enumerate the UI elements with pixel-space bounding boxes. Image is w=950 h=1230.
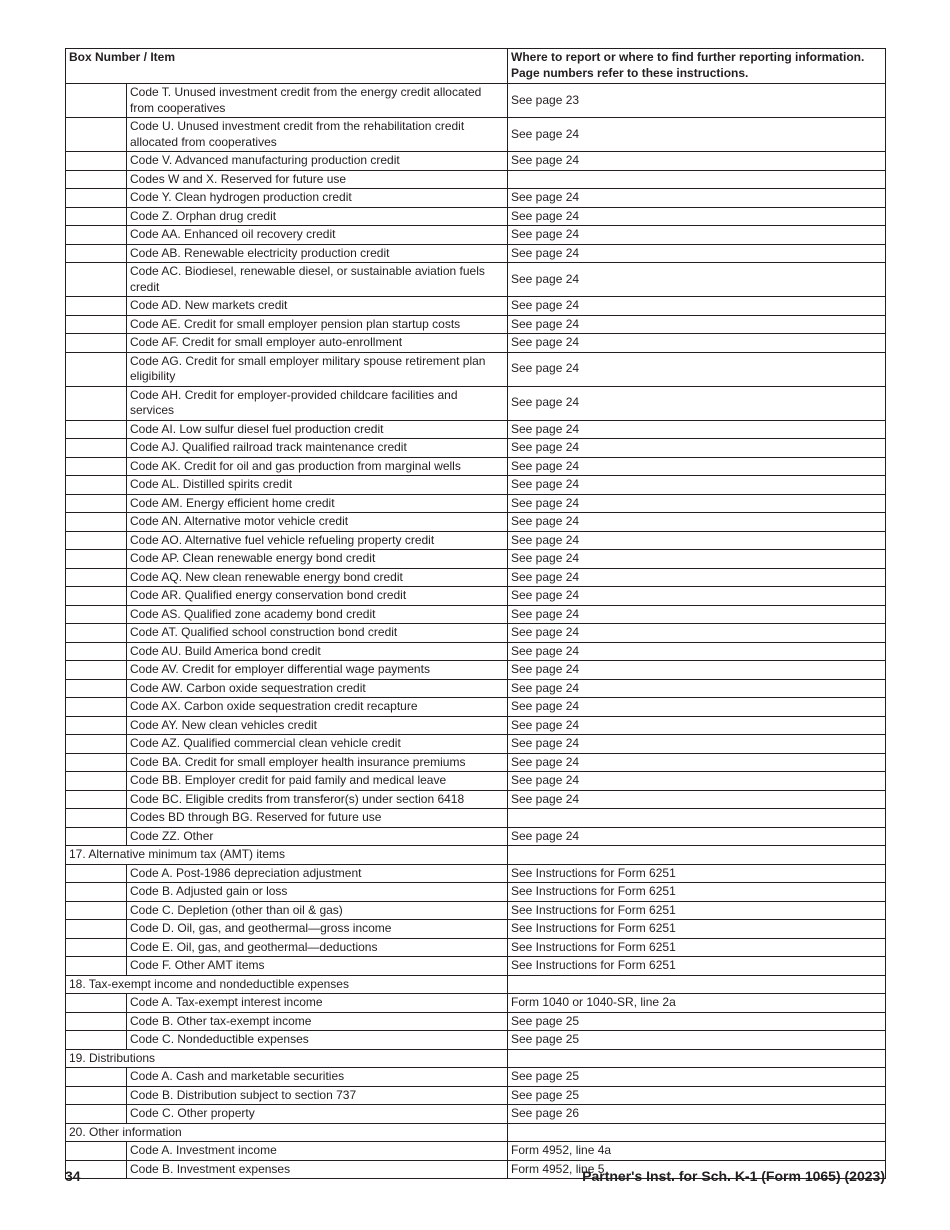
table-row xyxy=(66,152,886,171)
indent-cell xyxy=(66,698,127,717)
table-row xyxy=(66,1012,886,1031)
where-to-report-cell: See page 24 xyxy=(508,587,886,606)
item-cell: Codes BD through BG. Reserved for future use xyxy=(127,809,508,828)
item-cell: Code AV. Credit for employer differential wage payments xyxy=(127,661,508,680)
table-row xyxy=(66,920,886,939)
page-number: 34 xyxy=(65,1168,81,1184)
where-to-report-cell: See page 24 xyxy=(508,531,886,550)
section-heading-cell: 17. Alternative minimum tax (AMT) items xyxy=(66,846,508,865)
item-cell: Code B. Other tax-exempt income xyxy=(127,1012,508,1031)
indent-cell xyxy=(66,568,127,587)
where-to-report-cell: See page 24 xyxy=(508,772,886,791)
table-row xyxy=(66,244,886,263)
where-to-report-cell xyxy=(508,809,886,828)
table-row xyxy=(66,513,886,532)
item-cell: Code AE. Credit for small employer pension plan startup costs xyxy=(127,315,508,334)
where-to-report-cell: See page 24 xyxy=(508,698,886,717)
where-to-report-cell xyxy=(508,1049,886,1068)
item-cell: Code AL. Distilled spirits credit xyxy=(127,476,508,495)
indent-cell xyxy=(66,809,127,828)
where-to-report-cell: See page 24 xyxy=(508,605,886,624)
where-to-report-cell: See page 24 xyxy=(508,827,886,846)
item-cell: Code AT. Qualified school construction bond credit xyxy=(127,624,508,643)
indent-cell xyxy=(66,587,127,606)
table-row xyxy=(66,494,886,513)
where-to-report-cell: See page 24 xyxy=(508,790,886,809)
table-row xyxy=(66,772,886,791)
item-cell: Code B. Investment expenses xyxy=(127,1160,508,1179)
item-cell: Code U. Unused investment credit from the rehabilitation credit allocated from cooperatives xyxy=(127,118,508,152)
item-cell: Code A. Tax-exempt interest income xyxy=(127,994,508,1013)
table-row xyxy=(66,457,886,476)
where-to-report-cell: See page 24 xyxy=(508,386,886,420)
indent-cell xyxy=(66,957,127,976)
item-cell: Code AM. Energy efficient home credit xyxy=(127,494,508,513)
indent-cell xyxy=(66,118,127,152)
table-body xyxy=(66,84,886,1179)
item-cell: Code AO. Alternative fuel vehicle refueling property credit xyxy=(127,531,508,550)
where-to-report-cell: See page 24 xyxy=(508,735,886,754)
table-row xyxy=(66,864,886,883)
indent-cell xyxy=(66,920,127,939)
table-row xyxy=(66,334,886,353)
item-cell: Code D. Oil, gas, and geothermal—gross income xyxy=(127,920,508,939)
header-where-line1: Where to report or where to find further reporting information. xyxy=(511,50,865,64)
indent-cell xyxy=(66,494,127,513)
item-cell: Code V. Advanced manufacturing production credit xyxy=(127,152,508,171)
table-row xyxy=(66,263,886,297)
where-to-report-cell: See page 24 xyxy=(508,568,886,587)
item-cell: Code Z. Orphan drug credit xyxy=(127,207,508,226)
where-to-report-cell: See page 24 xyxy=(508,624,886,643)
where-to-report-cell: See Instructions for Form 6251 xyxy=(508,864,886,883)
section-heading-cell: 18. Tax-exempt income and nondeductible expenses xyxy=(66,975,508,994)
item-cell: Code A. Post-1986 depreciation adjustment xyxy=(127,864,508,883)
indent-cell xyxy=(66,679,127,698)
table-row xyxy=(66,439,886,458)
indent-cell xyxy=(66,827,127,846)
where-to-report-cell: See page 24 xyxy=(508,550,886,569)
header-box-number-item: Box Number / Item xyxy=(66,49,508,84)
indent-cell xyxy=(66,1086,127,1105)
indent-cell xyxy=(66,772,127,791)
item-cell: Code AR. Qualified energy conservation bond credit xyxy=(127,587,508,606)
table-row xyxy=(66,476,886,495)
where-to-report-cell xyxy=(508,170,886,189)
where-to-report-cell: See page 24 xyxy=(508,118,886,152)
item-cell: Code B. Adjusted gain or loss xyxy=(127,883,508,902)
table-row xyxy=(66,1068,886,1087)
table-row xyxy=(66,809,886,828)
table-section-row xyxy=(66,975,886,994)
where-to-report-cell: See page 23 xyxy=(508,84,886,118)
indent-cell xyxy=(66,1142,127,1161)
indent-cell xyxy=(66,883,127,902)
item-cell: Code AG. Credit for small employer military spouse retirement plan eligibility xyxy=(127,352,508,386)
where-to-report-cell: Form 4952, line 5 xyxy=(508,1160,886,1179)
table-row xyxy=(66,735,886,754)
item-cell: Code F. Other AMT items xyxy=(127,957,508,976)
where-to-report-cell xyxy=(508,975,886,994)
item-cell: Code AB. Renewable electricity production credit xyxy=(127,244,508,263)
table-section-row xyxy=(66,1123,886,1142)
item-cell: Code BC. Eligible credits from transferor(s) under section 6418 xyxy=(127,790,508,809)
table-header-row xyxy=(66,49,886,84)
indent-cell xyxy=(66,297,127,316)
item-cell: Code B. Distribution subject to section 737 xyxy=(127,1086,508,1105)
item-cell: Code AU. Build America bond credit xyxy=(127,642,508,661)
table-row xyxy=(66,938,886,957)
table-row xyxy=(66,531,886,550)
indent-cell xyxy=(66,790,127,809)
table-row xyxy=(66,901,886,920)
where-to-report-cell: Form 4952, line 4a xyxy=(508,1142,886,1161)
item-cell: Code C. Nondeductible expenses xyxy=(127,1031,508,1050)
indent-cell xyxy=(66,550,127,569)
table-row xyxy=(66,118,886,152)
table-row xyxy=(66,994,886,1013)
table-row xyxy=(66,642,886,661)
table-section-row xyxy=(66,1049,886,1068)
where-to-report-cell: See Instructions for Form 6251 xyxy=(508,957,886,976)
where-to-report-cell: See page 25 xyxy=(508,1086,886,1105)
where-to-report-cell: See Instructions for Form 6251 xyxy=(508,920,886,939)
indent-cell xyxy=(66,226,127,245)
indent-cell xyxy=(66,476,127,495)
item-cell: Code AX. Carbon oxide sequestration credit recapture xyxy=(127,698,508,717)
where-to-report-cell: See page 24 xyxy=(508,716,886,735)
item-cell: Code BB. Employer credit for paid family and medical leave xyxy=(127,772,508,791)
table-row xyxy=(66,1031,886,1050)
item-cell: Code AD. New markets credit xyxy=(127,297,508,316)
indent-cell xyxy=(66,352,127,386)
item-cell: Code AK. Credit for oil and gas production from marginal wells xyxy=(127,457,508,476)
table-row xyxy=(66,170,886,189)
table-section-row xyxy=(66,846,886,865)
indent-cell xyxy=(66,189,127,208)
where-to-report-cell: See page 24 xyxy=(508,679,886,698)
table-row xyxy=(66,698,886,717)
item-cell: Code AH. Credit for employer-provided childcare facilities and services xyxy=(127,386,508,420)
item-cell: Code AN. Alternative motor vehicle credit xyxy=(127,513,508,532)
table-row xyxy=(66,207,886,226)
item-cell: Codes W and X. Reserved for future use xyxy=(127,170,508,189)
item-cell: Code AI. Low sulfur diesel fuel production credit xyxy=(127,420,508,439)
where-to-report-cell: See page 24 xyxy=(508,297,886,316)
table-row xyxy=(66,624,886,643)
table-row xyxy=(66,661,886,680)
table-row xyxy=(66,1105,886,1124)
item-cell: Code E. Oil, gas, and geothermal—deductions xyxy=(127,938,508,957)
item-cell: Code ZZ. Other xyxy=(127,827,508,846)
where-to-report-cell: See page 24 xyxy=(508,494,886,513)
indent-cell xyxy=(66,457,127,476)
where-to-report-cell: See page 24 xyxy=(508,457,886,476)
table-row xyxy=(66,420,886,439)
where-to-report-cell: See page 24 xyxy=(508,661,886,680)
indent-cell xyxy=(66,661,127,680)
table-row xyxy=(66,716,886,735)
table-row xyxy=(66,226,886,245)
where-to-report-cell: See page 24 xyxy=(508,315,886,334)
item-cell: Code Y. Clean hydrogen production credit xyxy=(127,189,508,208)
item-cell: Code AJ. Qualified railroad track maintenance credit xyxy=(127,439,508,458)
table-row xyxy=(66,587,886,606)
where-to-report-cell: See page 24 xyxy=(508,189,886,208)
where-to-report-cell xyxy=(508,846,886,865)
item-cell: Code C. Other property xyxy=(127,1105,508,1124)
where-to-report-cell: See page 24 xyxy=(508,476,886,495)
indent-cell xyxy=(66,439,127,458)
where-to-report-cell: See page 24 xyxy=(508,152,886,171)
indent-cell xyxy=(66,994,127,1013)
indent-cell xyxy=(66,753,127,772)
table-row xyxy=(66,679,886,698)
where-to-report-cell: See page 24 xyxy=(508,334,886,353)
section-heading-cell: 19. Distributions xyxy=(66,1049,508,1068)
indent-cell xyxy=(66,864,127,883)
table-row xyxy=(66,827,886,846)
where-to-report-cell: See page 24 xyxy=(508,207,886,226)
table-row xyxy=(66,352,886,386)
indent-cell xyxy=(66,938,127,957)
where-to-report-cell: See page 24 xyxy=(508,753,886,772)
indent-cell xyxy=(66,513,127,532)
item-cell: Code AS. Qualified zone academy bond credit xyxy=(127,605,508,624)
item-cell: Code AW. Carbon oxide sequestration credit xyxy=(127,679,508,698)
table-row xyxy=(66,957,886,976)
reporting-table xyxy=(65,48,886,1179)
item-cell: Code T. Unused investment credit from the energy credit allocated from cooperatives xyxy=(127,84,508,118)
where-to-report-cell xyxy=(508,1123,886,1142)
table-row xyxy=(66,790,886,809)
indent-cell xyxy=(66,263,127,297)
where-to-report-cell: See Instructions for Form 6251 xyxy=(508,883,886,902)
where-to-report-cell: Form 1040 or 1040-SR, line 2a xyxy=(508,994,886,1013)
indent-cell xyxy=(66,334,127,353)
table-row xyxy=(66,1086,886,1105)
where-to-report-cell: See page 24 xyxy=(508,513,886,532)
indent-cell xyxy=(66,735,127,754)
indent-cell xyxy=(66,642,127,661)
item-cell: Code AZ. Qualified commercial clean vehicle credit xyxy=(127,735,508,754)
indent-cell xyxy=(66,605,127,624)
item-cell: Code AC. Biodiesel, renewable diesel, or sustainable aviation fuels credit xyxy=(127,263,508,297)
item-cell: Code A. Investment income xyxy=(127,1142,508,1161)
where-to-report-cell: See page 24 xyxy=(508,226,886,245)
header-where-line2: Page numbers refer to these instructions. xyxy=(511,65,749,80)
indent-cell xyxy=(66,170,127,189)
where-to-report-cell: See page 26 xyxy=(508,1105,886,1124)
indent-cell xyxy=(66,152,127,171)
indent-cell xyxy=(66,315,127,334)
where-to-report-cell: See page 24 xyxy=(508,352,886,386)
indent-cell xyxy=(66,386,127,420)
footer-title: Partner's Inst. for Sch. K-1 (Form 1065) (2023) xyxy=(582,1168,885,1184)
item-cell: Code AQ. New clean renewable energy bond credit xyxy=(127,568,508,587)
indent-cell xyxy=(66,716,127,735)
indent-cell xyxy=(66,1031,127,1050)
table-row xyxy=(66,550,886,569)
indent-cell xyxy=(66,531,127,550)
where-to-report-cell: See Instructions for Form 6251 xyxy=(508,901,886,920)
table-row xyxy=(66,883,886,902)
where-to-report-cell: See Instructions for Form 6251 xyxy=(508,938,886,957)
indent-cell xyxy=(66,1105,127,1124)
where-to-report-cell: See page 24 xyxy=(508,263,886,297)
where-to-report-cell: See page 24 xyxy=(508,244,886,263)
section-heading-cell: 20. Other information xyxy=(66,1123,508,1142)
table-row xyxy=(66,297,886,316)
table-row xyxy=(66,605,886,624)
where-to-report-cell: See page 25 xyxy=(508,1068,886,1087)
item-cell: Code A. Cash and marketable securities xyxy=(127,1068,508,1087)
table-row xyxy=(66,386,886,420)
where-to-report-cell: See page 24 xyxy=(508,439,886,458)
indent-cell xyxy=(66,420,127,439)
item-cell: Code BA. Credit for small employer health insurance premiums xyxy=(127,753,508,772)
indent-cell xyxy=(66,207,127,226)
indent-cell xyxy=(66,901,127,920)
table-row xyxy=(66,84,886,118)
table-row xyxy=(66,1142,886,1161)
where-to-report-cell: See page 25 xyxy=(508,1031,886,1050)
where-to-report-cell: See page 24 xyxy=(508,420,886,439)
header-where-to-report xyxy=(508,49,886,84)
table-row xyxy=(66,315,886,334)
table-row xyxy=(66,568,886,587)
indent-cell xyxy=(66,624,127,643)
indent-cell xyxy=(66,84,127,118)
item-cell: Code AF. Credit for small employer auto-enrollment xyxy=(127,334,508,353)
indent-cell xyxy=(66,1068,127,1087)
item-cell: Code AA. Enhanced oil recovery credit xyxy=(127,226,508,245)
where-to-report-cell: See page 25 xyxy=(508,1012,886,1031)
table-row xyxy=(66,189,886,208)
item-cell: Code C. Depletion (other than oil & gas) xyxy=(127,901,508,920)
item-cell: Code AY. New clean vehicles credit xyxy=(127,716,508,735)
indent-cell xyxy=(66,1012,127,1031)
indent-cell xyxy=(66,244,127,263)
item-cell: Code AP. Clean renewable energy bond credit xyxy=(127,550,508,569)
table-row xyxy=(66,753,886,772)
where-to-report-cell: See page 24 xyxy=(508,642,886,661)
